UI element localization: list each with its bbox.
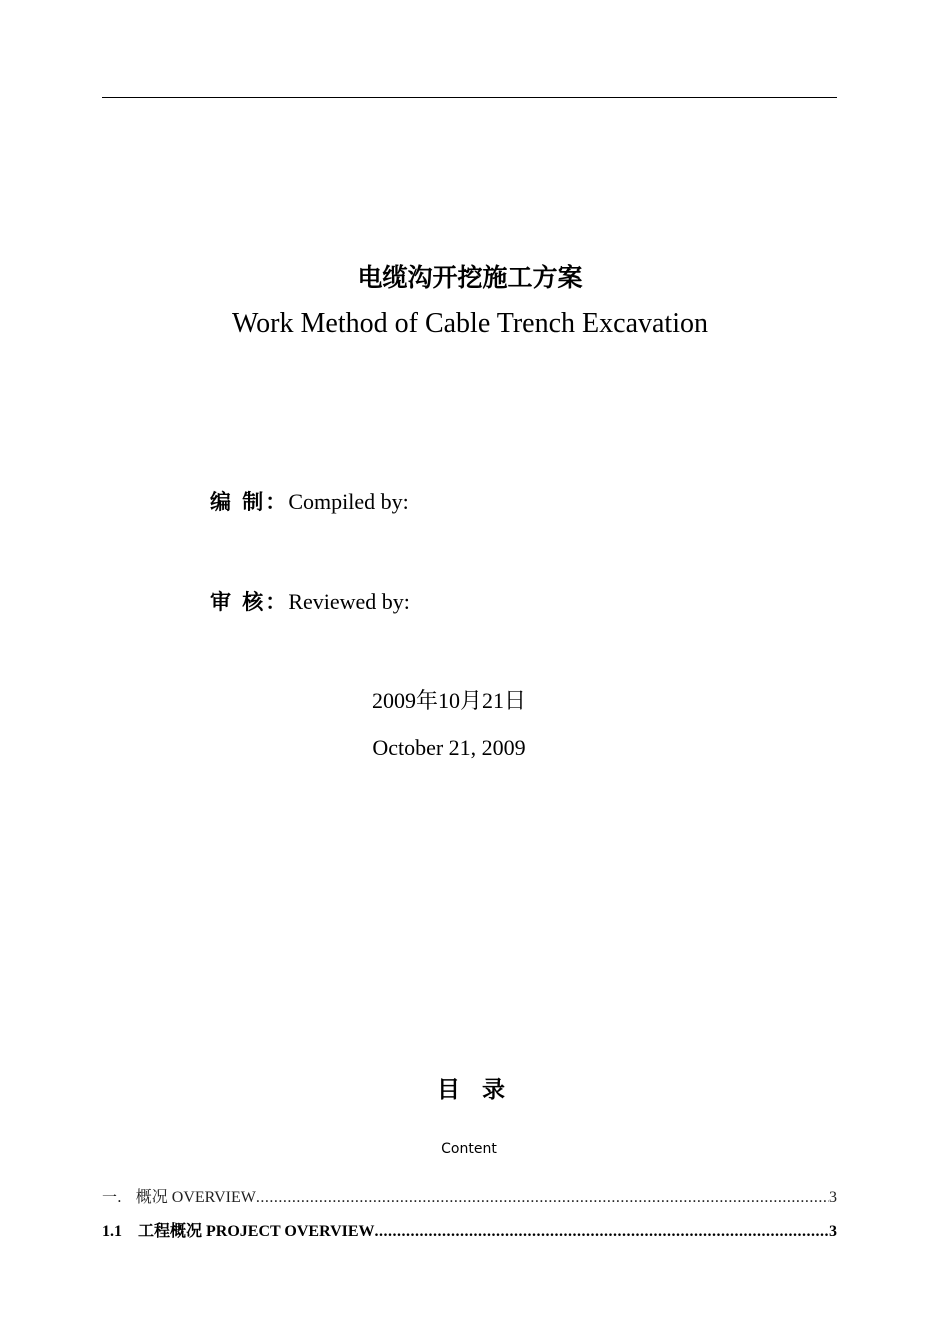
toc-page-number: 3 [829, 1223, 837, 1240]
toc-entry-overview[interactable] [102, 1184, 837, 1206]
toc-entry-label-english: PROJECT OVERVIEW [206, 1223, 375, 1240]
toc-entry-label-chinese: 概况 [135, 1187, 168, 1206]
document-title-chinese: 电缆沟开挖施工方案 [357, 263, 583, 292]
date-english: October 21, 2009 [372, 735, 526, 760]
toc-entry-number: 一. [102, 1188, 122, 1206]
toc-page-number: 3 [829, 1189, 837, 1206]
toc-entry-label-english: OVERVIEW [171, 1189, 256, 1206]
toc-entry-label-chinese: 工程概况 [138, 1221, 203, 1240]
reviewed-by-label-chinese: 审 核： [210, 590, 289, 614]
header-rule [102, 97, 837, 98]
compiled-by-label-chinese: 编 制： [210, 490, 289, 514]
toc-dot-leader [256, 1189, 829, 1206]
reviewed-by-label-english: Reviewed by: [288, 589, 410, 614]
toc-dot-leader [375, 1223, 829, 1240]
toc-entry-number: 1.1 [102, 1223, 122, 1240]
document-title-english: Work Method of Cable Trench Excavation [232, 308, 708, 339]
toc-subtitle: Content [441, 1141, 497, 1157]
reviewed-by-row [210, 586, 410, 616]
toc-title: 目录 [437, 1077, 527, 1103]
compiled-by-label-english: Compiled by: [288, 489, 409, 514]
compiled-by-row [210, 486, 409, 516]
toc-entry-project-overview[interactable] [102, 1218, 837, 1240]
date-chinese: 2009年10月21日 [371, 688, 526, 713]
